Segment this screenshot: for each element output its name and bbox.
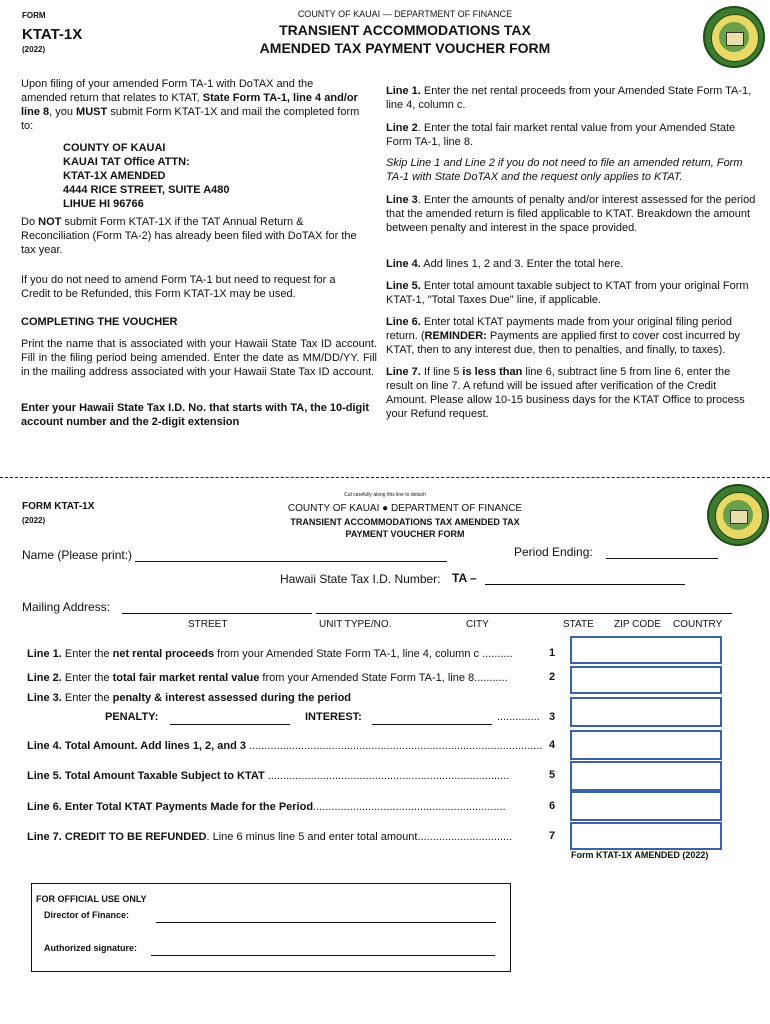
form-year: (2022): [22, 45, 46, 54]
page-subtitle: AMENDED TAX PAYMENT VOUCHER FORM: [259, 40, 551, 56]
voucher-line2: Line 2. Enter the total fair market rental value from your Amended State Form TA-1, line 8...........: [27, 672, 508, 684]
voucher-line1: Line 1. Enter the net rental proceeds from your Amended State Form TA-1, line 4, column c ..........: [27, 648, 513, 660]
instructions-taxid: Enter your Hawaii State Tax I.D. No. that starts with TA, the 10-digit account number and the 2-digit extension: [21, 402, 369, 428]
period-ending-label: Period Ending:: [514, 545, 593, 559]
instructions-refund: If you do not need to amend Form TA-1 but need to request for a Credit to be Refunded, this Form KTAT-1X may be used.: [21, 274, 336, 300]
director-signature-field[interactable]: [156, 920, 496, 923]
interest-field[interactable]: [372, 722, 492, 725]
voucher-form-id: FORM KTAT-1X: [22, 501, 95, 512]
voucher-year: (2022): [22, 516, 46, 525]
form-id: KTAT-1X: [22, 26, 83, 43]
line7-amount-field[interactable]: [570, 822, 722, 850]
line1-amount-field[interactable]: [570, 636, 722, 664]
unit-column-label: UNIT TYPE/NO.: [319, 619, 392, 630]
tax-id-label: Hawaii State Tax I.D. Number:: [280, 572, 441, 586]
mailing-address-label: Mailing Address:: [22, 600, 111, 614]
page-title: TRANSIENT ACCOMMODATIONS TAX: [279, 22, 531, 38]
authorized-signature-field[interactable]: [151, 953, 495, 956]
voucher-line7: Line 7. CREDIT TO BE REFUNDED. Line 6 minus line 5 and enter total amount...............................: [27, 831, 513, 843]
department-heading: COUNTY OF KAUAI — DEPARTMENT OF FINANCE: [297, 9, 513, 19]
skip-note: Skip Line 1 and Line 2 if you do not need to file an amended return, Form TA-1 with State DoTAX and the request only applies to KTAT.: [386, 157, 743, 183]
line5-number: 5: [549, 769, 556, 781]
line3-instructions: Line 3. Enter the amounts of penalty and/or interest assessed for the period that the amended return is filed applicable to KTAT. Breakdown the amount between penalty and interest in the space provided.: [386, 194, 756, 234]
name-label: Name (Please print:): [22, 548, 133, 562]
mailing-address-block: COUNTY OF KAUAI KAUAI TAT Office ATTN: KTAT-1X AMENDED 4444 RICE STREET, SUITE A480 LIHUE HI 96766: [63, 142, 230, 210]
address-detail-field[interactable]: [316, 611, 732, 614]
cut-line: [0, 477, 770, 478]
line6-amount-field[interactable]: [570, 791, 722, 821]
zip-column-label: ZIP CODE: [614, 619, 662, 630]
line1-number: 1: [549, 647, 556, 659]
line7-instructions: Line 7. If line 5 is less than line 6, subtract line 5 from line 6, enter the result on line 7. A refund will be issued after verification of the Credit Amount. Please allow 10-15 business days for the KTAT Office to process your Refund request.: [386, 366, 745, 420]
voucher-county-seal-icon: [707, 484, 769, 546]
voucher-line6: Line 6. Enter Total KTAT Payments Made for the Period...............................................................: [27, 801, 506, 813]
country-column-label: COUNTRY: [673, 619, 723, 630]
line2-amount-field[interactable]: [570, 666, 722, 694]
line6-instructions: Line 6. Enter total KTAT payments made from your original filing period return. (REMINDER: Payments are applied first to cover cost incurred by KTAT, then to any interest due, then to penalties, and finally, to taxes).: [386, 316, 740, 356]
line4-amount-field[interactable]: [570, 730, 722, 760]
voucher-department: COUNTY OF KAUAI ● DEPARTMENT OF FINANCE: [287, 503, 523, 514]
voucher-line3: Line 3. Enter the penalty & interest assessed during the period: [27, 692, 352, 704]
official-use-box: [31, 883, 511, 972]
line5-amount-field[interactable]: [570, 761, 722, 791]
line5-instructions: Line 5. Enter total amount taxable subject to KTAT from your original Form KTAT-1, "Total Taxes Due" line, if applicable.: [386, 280, 749, 306]
penalty-label: PENALTY:: [105, 711, 159, 723]
instructions-intro: Upon filing of your amended Form TA-1 with DoTAX and the amended return that relates to KTAT, State Form TA-1, line 4 and/or line 8, you MUST submit Form KTAT-1X and mail the completed form to:: [21, 78, 360, 132]
voucher-title: TRANSIENT ACCOMMODATIONS TAX AMENDED TAX: [290, 517, 520, 527]
director-label: Director of Finance:: [44, 910, 130, 920]
county-seal-icon: [703, 6, 765, 68]
name-field[interactable]: [135, 559, 447, 562]
voucher-line5: Line 5. Total Amount Taxable Subject to KTAT ...............................................................................: [27, 770, 510, 782]
penalty-field[interactable]: [170, 722, 290, 725]
line2-number: 2: [549, 671, 556, 683]
official-use-title: FOR OFFICIAL USE ONLY: [36, 894, 147, 904]
tax-id-prefix: TA –: [452, 571, 477, 585]
line7-number: 7: [549, 830, 556, 842]
completing-heading: COMPLETING THE VOUCHER: [21, 316, 178, 328]
line3-amount-field[interactable]: [570, 697, 722, 727]
line6-number: 6: [549, 800, 556, 812]
form-label: FORM: [22, 11, 46, 20]
city-column-label: CITY: [466, 619, 489, 630]
line3-leader: ..............: [497, 711, 540, 723]
street-column-label: STREET: [188, 619, 228, 630]
cut-instructions: Cut carefully along this line to detach: [344, 492, 426, 498]
line4-number: 4: [549, 739, 556, 751]
interest-label: INTEREST:: [305, 711, 362, 723]
line1-instructions: Line 1. Enter the net rental proceeds from your Amended State Form TA-1, line 4, column c.: [386, 85, 752, 111]
line3-number: 3: [549, 711, 556, 723]
voucher-line4: Line 4. Total Amount. Add lines 1, 2, and 3 ................................................................................................: [27, 740, 543, 752]
street-field[interactable]: [122, 611, 312, 614]
line4-instructions: Line 4. Add lines 1, 2 and 3. Enter the total here.: [386, 258, 624, 270]
voucher-footer: Form KTAT-1X AMENDED (2022): [571, 850, 709, 860]
voucher-subtitle: PAYMENT VOUCHER FORM: [345, 529, 465, 539]
line2-instructions: Line 2. Enter the total fair market rental value from your Amended State Form TA-1, line 8.: [386, 122, 736, 148]
instructions-completing: Print the name that is associated with your Hawaii State Tax ID account. Fill in the filing period being amended. Enter the date as MM/DD/YY. Fill in the mailing address associated with your Hawaii State Tax ID account.: [21, 338, 377, 378]
tax-id-field[interactable]: [485, 582, 685, 585]
period-ending-field[interactable]: [606, 556, 718, 559]
instructions-do-not: Do NOT submit Form KTAT-1X if the TAT Annual Return & Reconciliation (Form TA-2) has already been filed with DoTAX for the tax year.: [21, 216, 357, 256]
authorized-signature-label: Authorized signature:: [44, 943, 138, 953]
state-column-label: STATE: [563, 619, 594, 630]
